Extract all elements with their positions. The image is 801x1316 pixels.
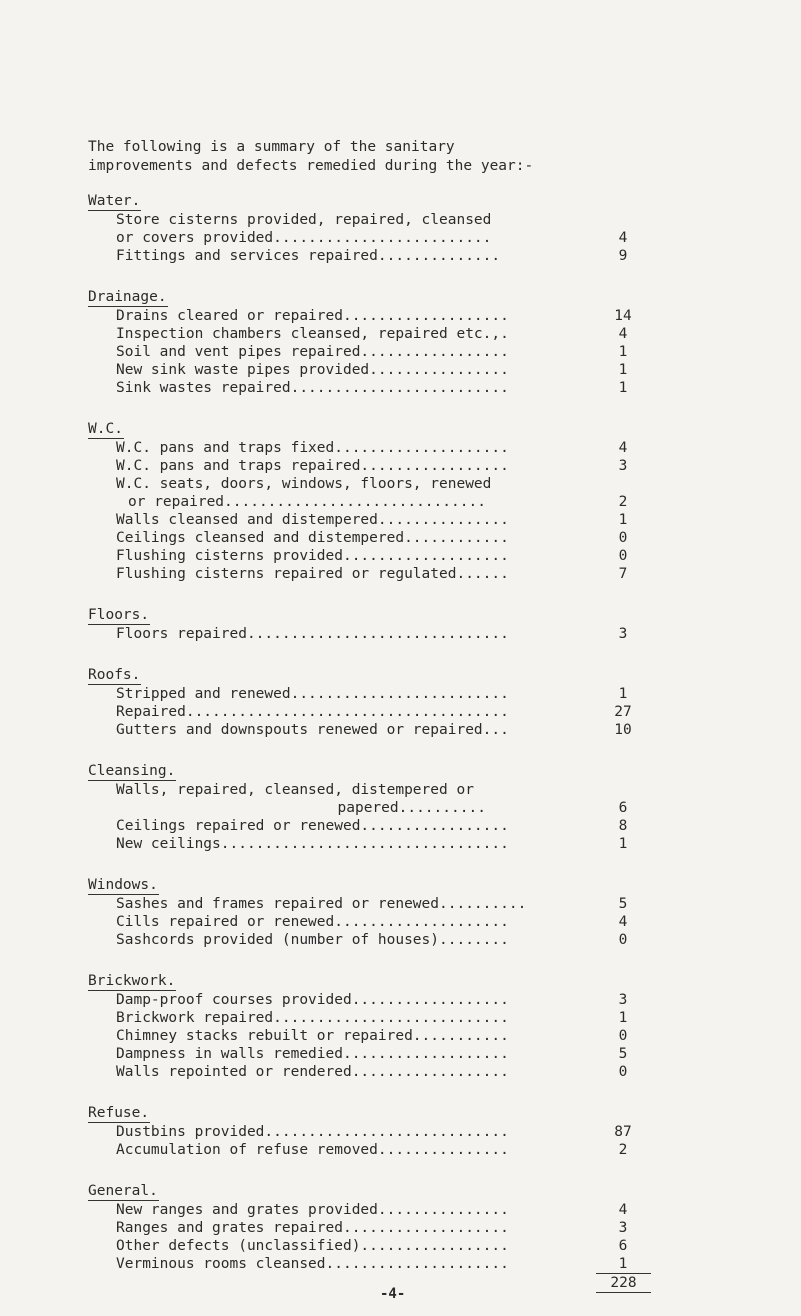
list-item: [88, 379, 658, 397]
item-count: 4: [618, 1202, 628, 1218]
item-count: 5: [618, 896, 628, 912]
section-heading: Floors.: [88, 607, 150, 623]
list-item: [88, 211, 658, 229]
item-label: Sashes and frames repaired or renewed..........: [116, 896, 527, 912]
item-label: W.C. seats, doors, windows, floors, renewed: [116, 476, 492, 492]
list-item: [88, 931, 658, 949]
grand-total: 228: [596, 1273, 651, 1293]
item-label: Chimney stacks rebuilt or repaired...........: [116, 1028, 509, 1044]
item-label: W.C. pans and traps repaired.................: [116, 458, 509, 474]
summary-list: [88, 190, 658, 1316]
item-label: Walls repointed or rendered..................: [116, 1064, 509, 1080]
list-item: [88, 1237, 658, 1255]
section-heading: Brickwork.: [88, 973, 176, 989]
list-item: [88, 1027, 658, 1045]
item-label: Sink wastes repaired.........................: [116, 380, 509, 396]
page-number: -4-: [380, 1286, 406, 1302]
list-item: [88, 247, 658, 265]
intro-text: [88, 138, 648, 176]
section-floors: [88, 604, 658, 643]
section-roofs: [88, 664, 658, 739]
item-count: 4: [618, 914, 628, 930]
section-windows: [88, 874, 658, 949]
item-label: Store cisterns provided, repaired, cleansed: [116, 212, 492, 228]
item-label: Inspection chambers cleansed, repaired etc.,.: [116, 326, 509, 342]
list-item: [88, 913, 658, 931]
item-label: Gutters and downspouts renewed or repaired...: [116, 722, 509, 738]
item-label: Ceilings repaired or renewed.................: [116, 818, 509, 834]
item-count: 4: [618, 326, 628, 342]
list-item: [88, 307, 658, 325]
item-count: 1: [618, 380, 628, 396]
item-label: or repaired..............................: [128, 494, 486, 510]
item-label: Dustbins provided............................: [116, 1124, 509, 1140]
item-count: 1: [618, 362, 628, 378]
section-heading: Water.: [88, 193, 141, 209]
item-count: 1: [618, 686, 628, 702]
item-count: 3: [618, 626, 628, 642]
item-count: 5: [618, 1046, 628, 1062]
section-general: [88, 1180, 658, 1295]
list-item: [88, 1045, 658, 1063]
item-label: Repaired.....................................: [116, 704, 509, 720]
list-item: [88, 817, 658, 835]
item-count: 1: [618, 512, 628, 528]
item-label: Dampness in walls remedied...................: [116, 1046, 509, 1062]
item-count: 87: [614, 1124, 632, 1140]
item-label: Walls, repaired, cleansed, distempered or: [116, 782, 474, 798]
list-item: [88, 361, 658, 379]
item-count: 9: [618, 248, 628, 264]
item-count: 1: [618, 1010, 628, 1026]
item-count: 1: [618, 1256, 628, 1272]
item-count: 4: [618, 440, 628, 456]
item-count: 27: [614, 704, 632, 720]
item-label: Sashcords provided (number of houses)........: [116, 932, 509, 948]
list-item: [88, 703, 658, 721]
section-brickwork: [88, 970, 658, 1081]
list-item: [88, 1255, 658, 1273]
list-item: [88, 625, 658, 643]
list-item: [88, 991, 658, 1009]
item-count: 4: [618, 230, 628, 246]
intro-line-2: improvements and defects remedied during the year:-: [88, 158, 534, 174]
item-count: 10: [614, 722, 632, 738]
item-label: Flushing cisterns repaired or regulated......: [116, 566, 509, 582]
section-heading: Windows.: [88, 877, 158, 893]
section-refuse: [88, 1102, 658, 1159]
section-heading: General.: [88, 1183, 158, 1199]
section-heading: Refuse.: [88, 1105, 150, 1121]
item-label: New ranges and grates provided...............: [116, 1202, 509, 1218]
item-label: Flushing cisterns provided...................: [116, 548, 509, 564]
item-label: New ceilings.................................: [116, 836, 509, 852]
list-item: [88, 1123, 658, 1141]
item-label: Brickwork repaired...........................: [116, 1010, 509, 1026]
list-item: [88, 1063, 658, 1081]
item-count: 14: [614, 308, 632, 324]
list-item: [88, 229, 658, 247]
item-label: Damp-proof courses provided..................: [116, 992, 509, 1008]
item-count: 6: [618, 800, 628, 816]
item-count: 1: [618, 344, 628, 360]
item-label: W.C. pans and traps fixed....................: [116, 440, 509, 456]
section-heading: W.C.: [88, 421, 123, 437]
item-count: 0: [618, 548, 628, 564]
item-label: or covers provided.........................: [116, 230, 492, 246]
item-count: 3: [618, 458, 628, 474]
item-count: 6: [618, 1238, 628, 1254]
list-item: [88, 835, 658, 853]
item-label: Stripped and renewed.........................: [116, 686, 509, 702]
item-count: 0: [618, 1064, 628, 1080]
item-count: 1: [618, 836, 628, 852]
section-cleansing: [88, 760, 658, 853]
item-label: papered..........: [128, 800, 486, 816]
item-label: Soil and vent pipes repaired.................: [116, 344, 509, 360]
item-count: 0: [618, 530, 628, 546]
list-item: [88, 1141, 658, 1159]
item-label: Accumulation of refuse removed...............: [116, 1142, 509, 1158]
item-count: 8: [618, 818, 628, 834]
item-label: New sink waste pipes provided................: [116, 362, 509, 378]
list-item: [88, 493, 658, 511]
section-wc: [88, 418, 658, 583]
item-count: 0: [618, 932, 628, 948]
list-item: [88, 547, 658, 565]
item-count: 0: [618, 1028, 628, 1044]
intro-line-1: The following is a summary of the sanitary: [88, 139, 455, 155]
list-item: [88, 721, 658, 739]
section-heading: Roofs.: [88, 667, 141, 683]
item-count: 3: [618, 992, 628, 1008]
item-label: Other defects (unclassified).................: [116, 1238, 509, 1254]
total-row: [88, 1273, 658, 1295]
item-label: Cills repaired or renewed....................: [116, 914, 509, 930]
list-item: [88, 325, 658, 343]
item-count: 3: [618, 1220, 628, 1236]
item-label: Ceilings cleansed and distempered............: [116, 530, 509, 546]
section-heading: Cleansing.: [88, 763, 176, 779]
item-label: Floors repaired..............................: [116, 626, 509, 642]
item-label: Walls cleansed and distempered...............: [116, 512, 509, 528]
item-count: 2: [618, 1142, 628, 1158]
list-item: [88, 511, 658, 529]
list-item: [88, 565, 658, 583]
list-item: [88, 799, 658, 817]
section-drainage: [88, 286, 658, 397]
list-item: [88, 1009, 658, 1027]
list-item: [88, 475, 658, 493]
list-item: [88, 343, 658, 361]
item-count: 7: [618, 566, 628, 582]
item-label: Verminous rooms cleansed.....................: [116, 1256, 509, 1272]
section-heading: Drainage.: [88, 289, 167, 305]
list-item: [88, 1219, 658, 1237]
list-item: [88, 439, 658, 457]
list-item: [88, 1201, 658, 1219]
list-item: [88, 529, 658, 547]
list-item: [88, 457, 658, 475]
item-count: 2: [618, 494, 628, 510]
item-label: Ranges and grates repaired...................: [116, 1220, 509, 1236]
item-label: Drains cleared or repaired...................: [116, 308, 509, 324]
list-item: [88, 685, 658, 703]
item-label: Fittings and services repaired..............: [116, 248, 501, 264]
list-item: [88, 781, 658, 799]
section-water: [88, 190, 658, 265]
list-item: [88, 895, 658, 913]
